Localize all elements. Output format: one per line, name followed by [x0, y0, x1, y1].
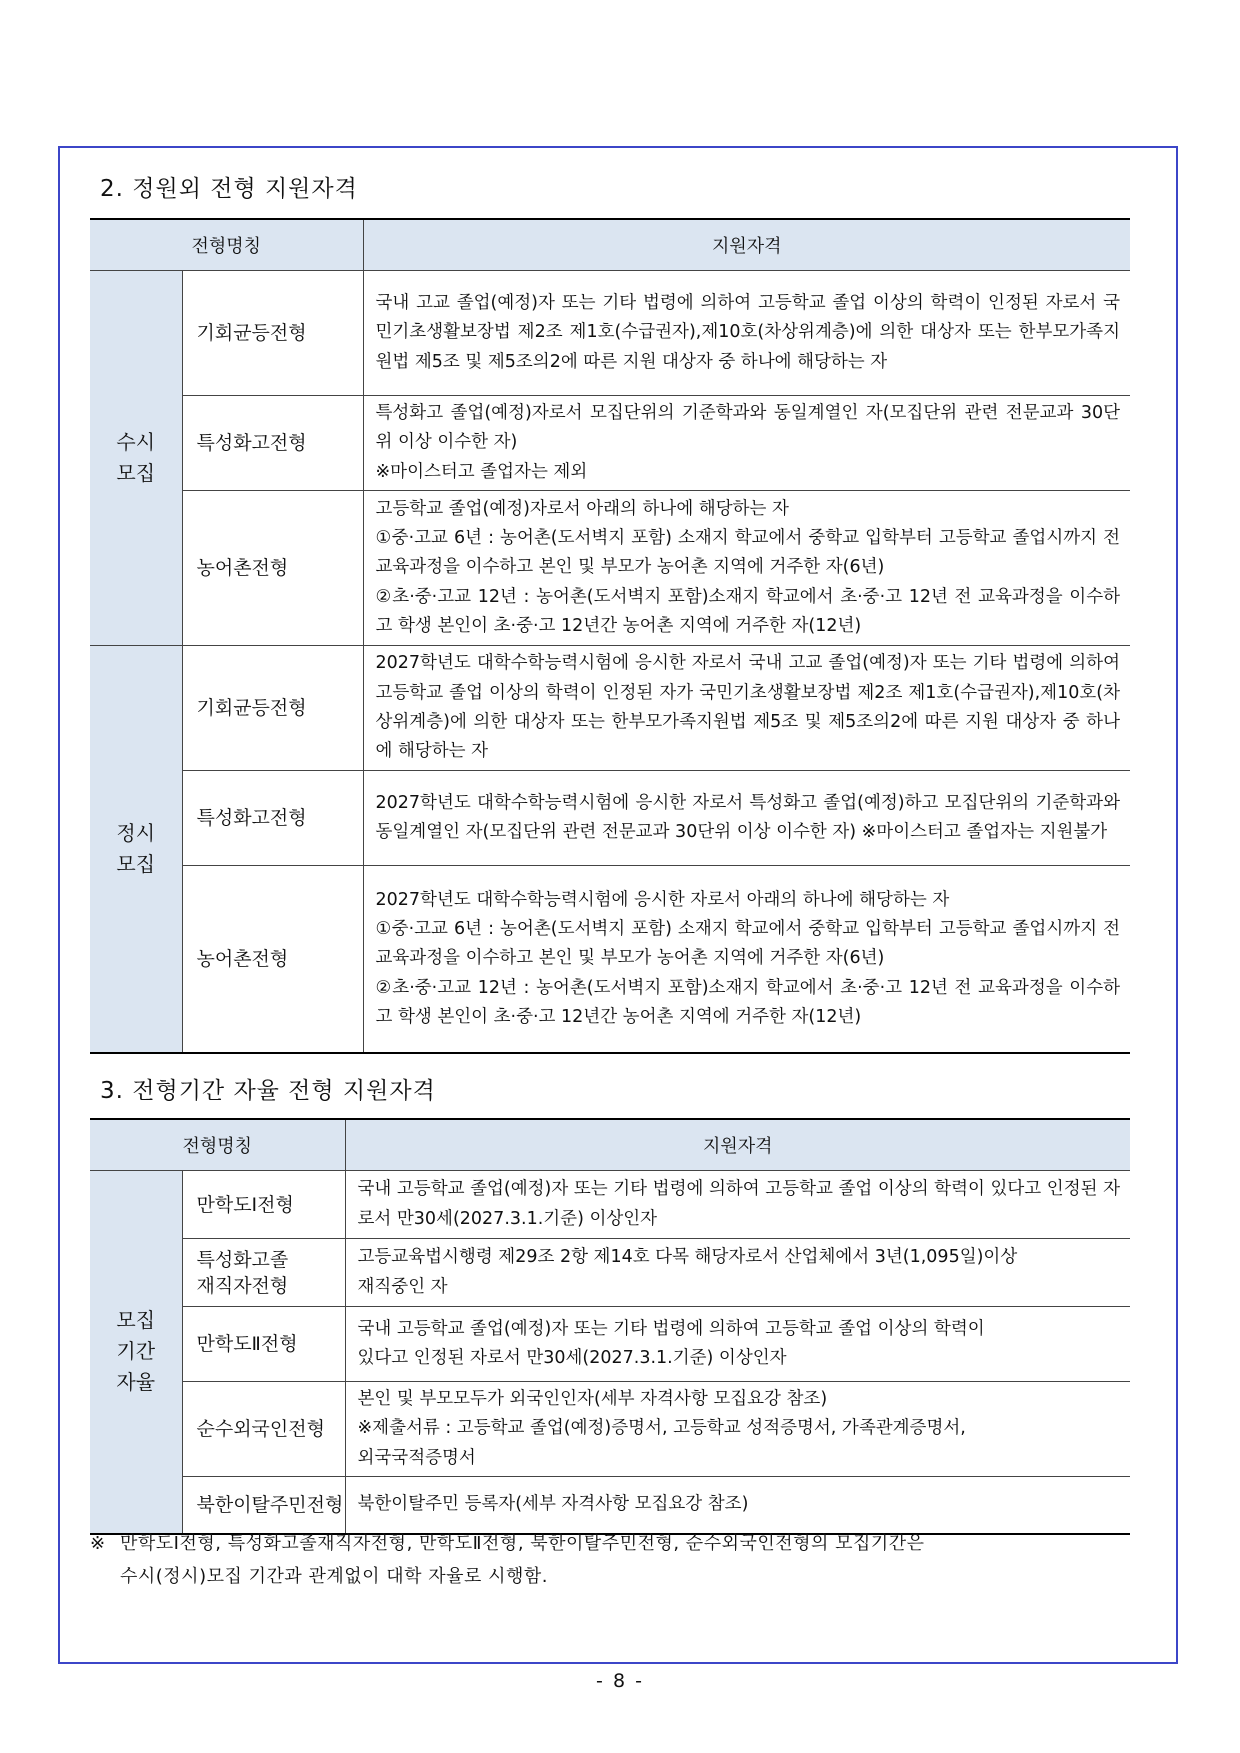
qualification-text: 국내 고등학교 졸업(예정)자 또는 기타 법령에 의하여 고등학교 졸업 이상의 학력이 있다고 인정된 자로서 만30세(2027.3.1.기준) 이상인자 [345, 1171, 1130, 1239]
program-name: 북한이탈주민전형 [182, 1476, 345, 1534]
qualification-text: 본인 및 부모모두가 외국인인자(세부 자격사항 모집요강 참조) ※제출서류 : 고등학교 졸업(예정)증명서, 고등학교 성적증명서, 가족관계증명서, 외국국적증명서 [345, 1382, 1130, 1477]
qualification-text: 2027학년도 대학수학능력시험에 응시한 자로서 특성화고 졸업(예정)하고 모집단위의 기준학과와 동일계열인 자(모집단위 관련 전문교과 30단위 이상 이수한 자) ※마이스터고 졸업자는 지원불가 [363, 771, 1130, 866]
header-qualification: 지원자격 [363, 219, 1130, 271]
program-name: 만학도Ⅱ전형 [182, 1307, 345, 1382]
footnote [90, 1527, 1130, 1593]
qualification-text: 국내 고교 졸업(예정)자 또는 기타 법령에 의하여 고등학교 졸업 이상의 학력이 인정된 자로서 국민기초생활보장법 제2조 제1호(수급권자),제10호(차상위계층)에 의한 대상자 또는 한부모가족지원법 제5조 및 제5조의2에 따른 지원 대상자 중 하나에 해당하는 자 [363, 271, 1130, 396]
program-name: 만학도Ⅰ전형 [182, 1171, 345, 1239]
program-name: 특성화고전형 [182, 396, 363, 491]
table-row [90, 1307, 1130, 1382]
table-header-row [90, 219, 1130, 271]
group-label-jeongsi: 정시 모집 [90, 646, 182, 1054]
table-row [90, 271, 1130, 396]
table-row [90, 491, 1130, 646]
section-3-title: 3. 전형기간 자율 전형 지원자격 [100, 1078, 436, 1104]
table-header-row [90, 1119, 1130, 1171]
note-mark: ※ [90, 1533, 106, 1554]
table-row [90, 1171, 1130, 1239]
note-line-2: 수시(정시)모집 기간과 관계없이 대학 자율로 시행함. [120, 1566, 549, 1587]
header-qualification: 지원자격 [345, 1119, 1130, 1171]
qualification-text: 2027학년도 대학수학능력시험에 응시한 자로서 아래의 하나에 해당하는 자 ①중·고교 6년 : 농어촌(도서벽지 포함) 소재지 학교에서 중학교 입학부터 고등학교 졸업시까지 전교육과정을 이수하고 본인 및 부모가 농어촌 지역에 거주한 자(6년) ②초·중·고교 12년 : 농어촌(도서벽지 포함)소재지 학교에서 초·중·고 12년 전 교육과정을 이수하고 학생 본인이 초·중·고 12년간 농어촌 지역에 거주한 자(12년) [363, 866, 1130, 1054]
section-2-title: 2. 정원외 전형 지원자격 [100, 176, 358, 202]
program-name: 기회균등전형 [182, 271, 363, 396]
program-name: 순수외국인전형 [182, 1382, 345, 1477]
qualification-text: 고등교육법시행령 제29조 2항 제14호 다목 해당자로서 산업체에서 3년(1,095일)이상 재직중인 자 [345, 1239, 1130, 1307]
qualification-text: 국내 고등학교 졸업(예정)자 또는 기타 법령에 의하여 고등학교 졸업 이상의 학력이 있다고 인정된 자로서 만30세(2027.3.1.기준) 이상인자 [345, 1307, 1130, 1382]
program-name: 기회균등전형 [182, 646, 363, 771]
note-line-1: 만학도Ⅰ전형, 특성화고졸재직자전형, 만학도Ⅱ전형, 북한이탈주민전형, 순수외국인전형의 모집기간은 [120, 1533, 925, 1554]
program-name: 농어촌전형 [182, 866, 363, 1054]
table-row [90, 396, 1130, 491]
section-3-table [90, 1118, 1130, 1535]
qualification-text: 2027학년도 대학수학능력시험에 응시한 자로서 국내 고교 졸업(예정)자 또는 기타 법령에 의하여 고등학교 졸업 이상의 학력이 인정된 자가 국민기초생활보장법 제2조 제1호(수급권자),제10호(차상위계층)에 의한 대상자 또는 한부모가족지원법 제5조 및 제5조의2에 따른 지원 대상자 중 하나에 해당하는 자 [363, 646, 1130, 771]
section-2-table [90, 218, 1130, 1054]
program-name: 특성화고전형 [182, 771, 363, 866]
program-name: 특성화고졸 재직자전형 [182, 1239, 345, 1307]
qualification-text: 특성화고 졸업(예정)자로서 모집단위의 기준학과와 동일계열인 자(모집단위 관련 전문교과 30단위 이상 이수한 자) ※마이스터고 졸업자는 제외 [363, 396, 1130, 491]
header-name: 전형명칭 [90, 219, 363, 271]
qualification-text: 북한이탈주민 등록자(세부 자격사항 모집요강 참조) [345, 1476, 1130, 1534]
table-row [90, 866, 1130, 1054]
table-row [90, 646, 1130, 771]
qualification-text: 고등학교 졸업(예정)자로서 아래의 하나에 해당하는 자 ①중·고교 6년 : 농어촌(도서벽지 포함) 소재지 학교에서 중학교 입학부터 고등학교 졸업시까지 전교육과정을 이수하고 본인 및 부모가 농어촌 지역에 거주한 자(6년) ②초·중·고교 12년 : 농어촌(도서벽지 포함)소재지 학교에서 초·중·고 12년 전 교육과정을 이수하고 학생 본인이 초·중·고 12년간 농어촌 지역에 거주한 자(12년) [363, 491, 1130, 646]
table-row [90, 1476, 1130, 1534]
table-row [90, 771, 1130, 866]
group-label-self: 모집 기간 자율 [90, 1171, 182, 1534]
program-name: 농어촌전형 [182, 491, 363, 646]
table-row [90, 1239, 1130, 1307]
header-name: 전형명칭 [90, 1119, 345, 1171]
group-label-susi: 수시 모집 [90, 271, 182, 646]
table-row [90, 1382, 1130, 1477]
page-number: - 8 - [596, 1670, 644, 1692]
